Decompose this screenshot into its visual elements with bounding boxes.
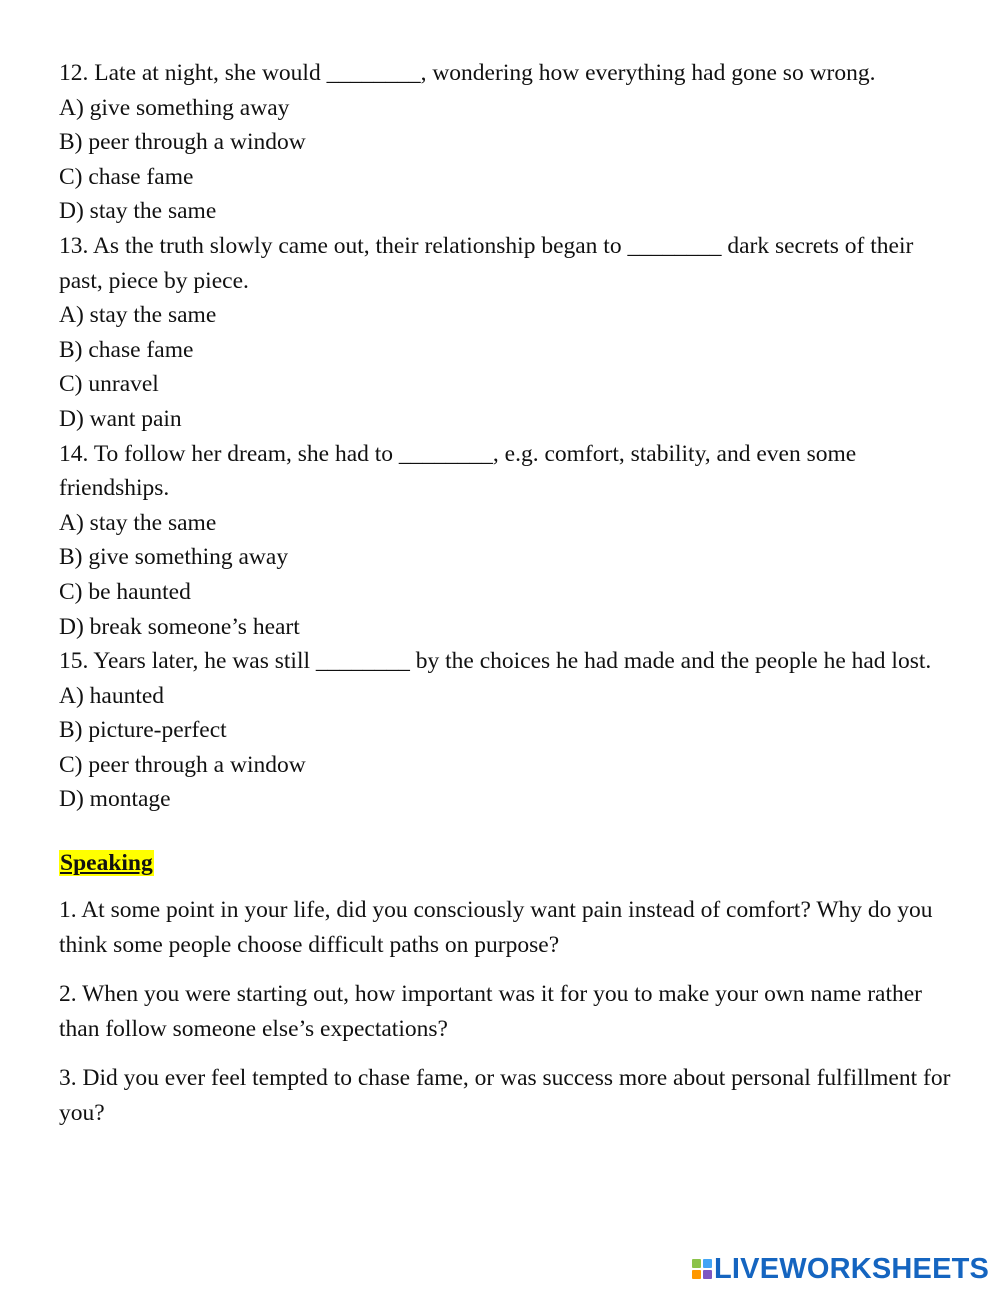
answer-option[interactable]: B) peer through a window bbox=[59, 129, 306, 156]
question-14 bbox=[59, 437, 959, 645]
speaking-heading bbox=[59, 848, 959, 878]
answer-option[interactable]: D) montage bbox=[59, 786, 171, 813]
logo-tile-icon bbox=[703, 1259, 712, 1268]
answer-option[interactable]: D) stay the same bbox=[59, 198, 217, 225]
answer-option[interactable]: B) give something away bbox=[59, 544, 289, 571]
speaking-question: 2. When you were starting out, how important was it for you to make your own name rather than follow someone else’s expectations? bbox=[59, 981, 922, 1042]
question-stem: 12. Late at night, she would ________, wondering how everything had gone so wrong. bbox=[59, 60, 876, 86]
logo-tile-icon bbox=[692, 1270, 701, 1279]
question-stem: 13. As the truth slowly came out, their relationship began to ________ dark secrets of their past, piece by piece. bbox=[59, 232, 914, 294]
answer-option[interactable]: B) picture-perfect bbox=[59, 717, 227, 744]
answer-option[interactable]: D) want pain bbox=[59, 405, 182, 432]
speaking-heading-label: Speaking bbox=[60, 850, 153, 877]
answer-option[interactable]: A) haunted bbox=[59, 682, 165, 709]
question-stem: 15. Years later, he was still ________ by the choices he had made and the people he had lost. bbox=[59, 648, 932, 675]
liveworksheets-logo bbox=[692, 1252, 989, 1286]
answer-option[interactable]: C) peer through a window bbox=[59, 751, 306, 778]
speaking-question: 1. At some point in your life, did you consciously want pain instead of comfort? Why do you think some people choose difficult paths on purpose? bbox=[59, 897, 933, 958]
answer-option[interactable]: A) stay the same bbox=[59, 509, 217, 536]
question-13 bbox=[59, 229, 959, 437]
answer-option[interactable]: D) break someone’s heart bbox=[59, 613, 300, 640]
answer-option[interactable]: A) give something away bbox=[59, 94, 290, 121]
question-15 bbox=[59, 644, 959, 817]
question-12 bbox=[59, 56, 959, 229]
liveworksheets-logo-icon bbox=[692, 1259, 712, 1279]
answer-option[interactable]: A) stay the same bbox=[59, 302, 217, 329]
worksheet-page bbox=[59, 56, 959, 1146]
logo-tile-icon bbox=[692, 1259, 701, 1268]
answer-option[interactable]: B) chase fame bbox=[59, 336, 194, 363]
answer-option[interactable]: C) be haunted bbox=[59, 578, 191, 605]
speaking-question: 3. Did you ever feel tempted to chase fame, or was success more about personal fulfillment for you? bbox=[59, 1065, 951, 1127]
logo-tile-icon bbox=[703, 1270, 712, 1279]
speaking-questions bbox=[59, 893, 959, 1131]
brand-name: LIVEWORKSHEETS bbox=[714, 1253, 990, 1285]
question-stem: 14. To follow her dream, she had to ________, e.g. comfort, stability, and even some friendships. bbox=[59, 440, 857, 502]
answer-option[interactable]: C) unravel bbox=[59, 371, 159, 398]
answer-option[interactable]: C) chase fame bbox=[59, 163, 194, 190]
